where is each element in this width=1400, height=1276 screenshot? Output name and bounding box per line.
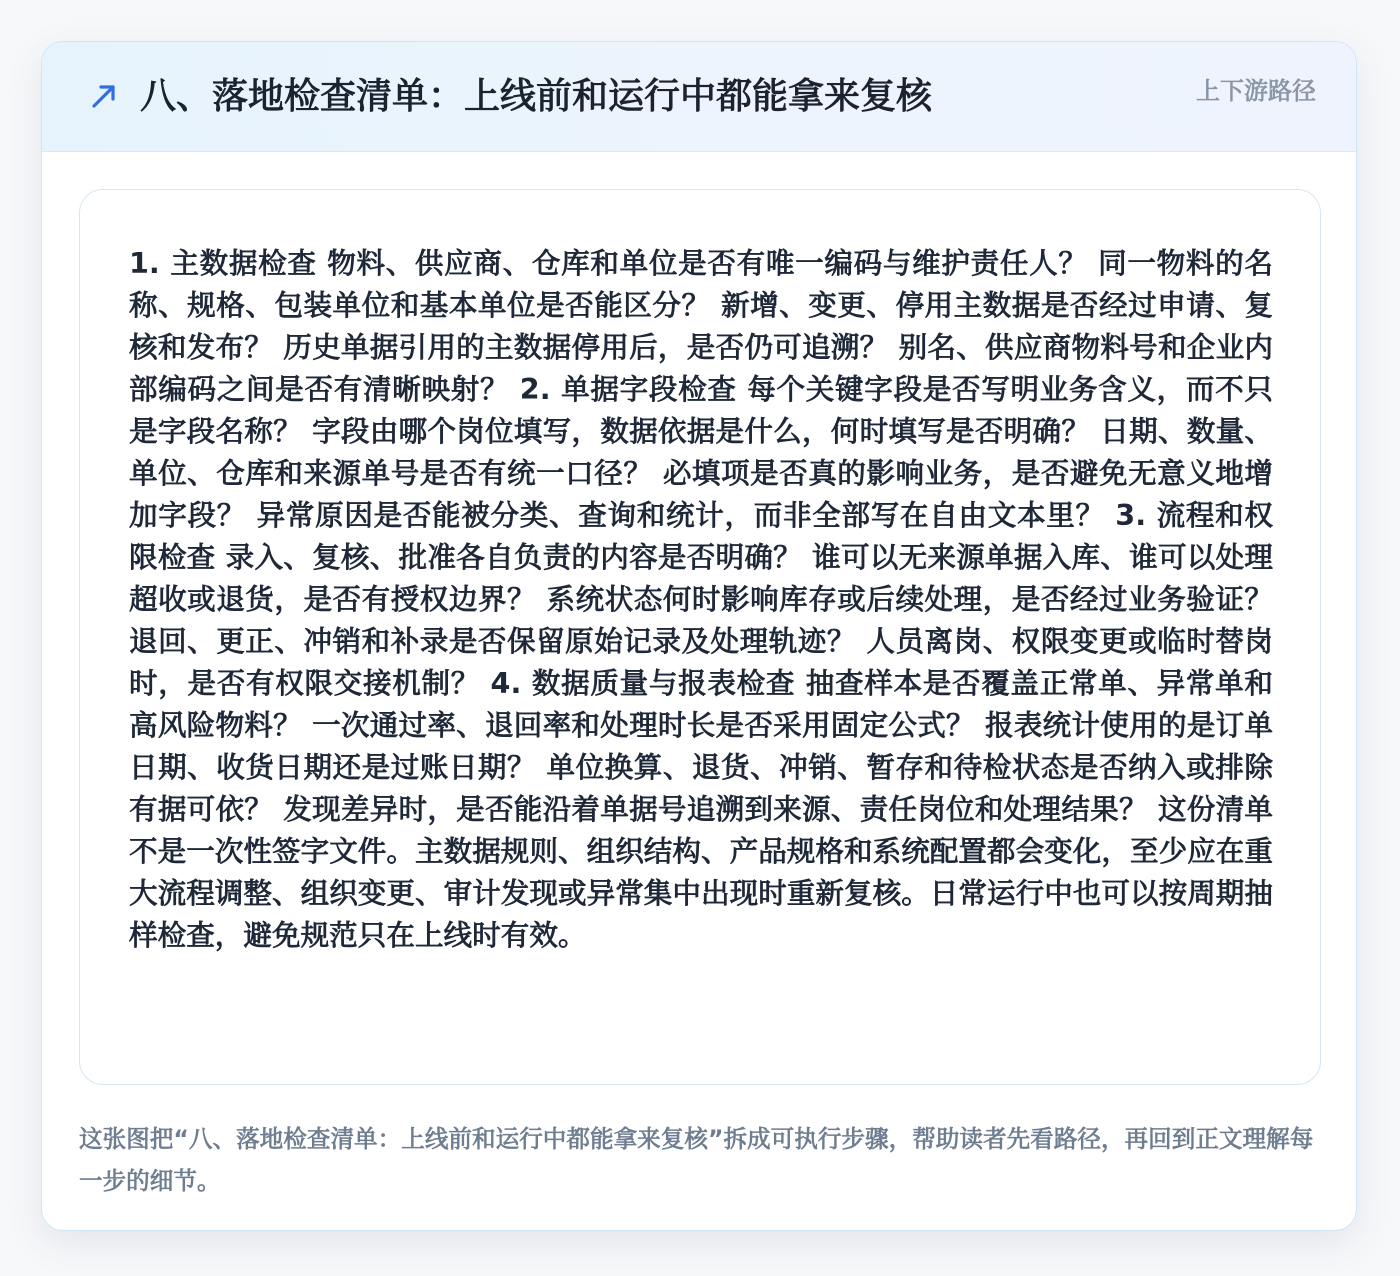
page-title: 八、落地检查清单：上线前和运行中都能拿来复核: [140, 76, 933, 117]
figure-caption: 这张图把“八、落地检查清单：上线前和运行中都能拿来复核”拆成可执行步骤，帮助读者先看路径，再回到正文理解每一步的细节。: [79, 1125, 1314, 1195]
checklist-card: [41, 41, 1357, 1231]
checklist-body-text: 1. 主数据检查 物料、供应商、仓库和单位是否有唯一编码与维护责任人？ 同一物料的名称、规格、包装单位和基本单位是否能区分？ 新增、变更、停用主数据是否经过申请、复核和发布？ 历史单据引用的主数据停用后，是否仍可追溯？ 别名、供应商物料号和企业内部编码之间是否有清晰映射？ 2. 单据字段检查 每个关键字段是否写明业务含义，而不只是字段名称？ 字段由哪个岗位填写，数据依据是什么，何时填写是否明确？ 日期、数量、单位、仓库和来源单号是否有统一口径？ 必填项是否真的影响业务，是否避免无意义地增加字段？ 异常原因是否能被分类、查询和统计，而非全部写在自由文本里？ 3. 流程和权限检查 录入、复核、批准各自负责的内容是否明确？ 谁可以无来源单据入库、谁可以处理超收或退货，是否有授权边界？ 系统状态何时影响库存或后续处理，是否经过业务验证？ 退回、更正、冲销和补录是否保留原始记录及处理轨迹？ 人员离岗、权限变更或临时替岗时，是否有权限交接机制？ 4. 数据质量与报表检查 抽查样本是否覆盖正常单、异常单和高风险物料？ 一次通过率、退回率和处理时长是否采用固定公式？ 报表统计使用的是订单日期、收货日期还是过账日期？ 单位换算、退货、冲销、暂存和待检状态是否纳入或排除有据可依？ 发现差异时，是否能沿着单据号追溯到来源、责任岗位和处理结果？ 这份清单不是一次性签字文件。主数据规则、组织结构、产品规格和系统配置都会变化，至少应在重大流程调整、组织变更、审计发现或异常集中出现时重新复核。日常运行中也可以按周期抽样检查，避免规范只在上线时有效。: [129, 246, 1273, 952]
card-header: [42, 42, 1356, 152]
content-panel: [79, 189, 1321, 1085]
arrow-up-right-icon: [88, 80, 120, 112]
path-tag: 上下游路径: [1196, 77, 1316, 105]
